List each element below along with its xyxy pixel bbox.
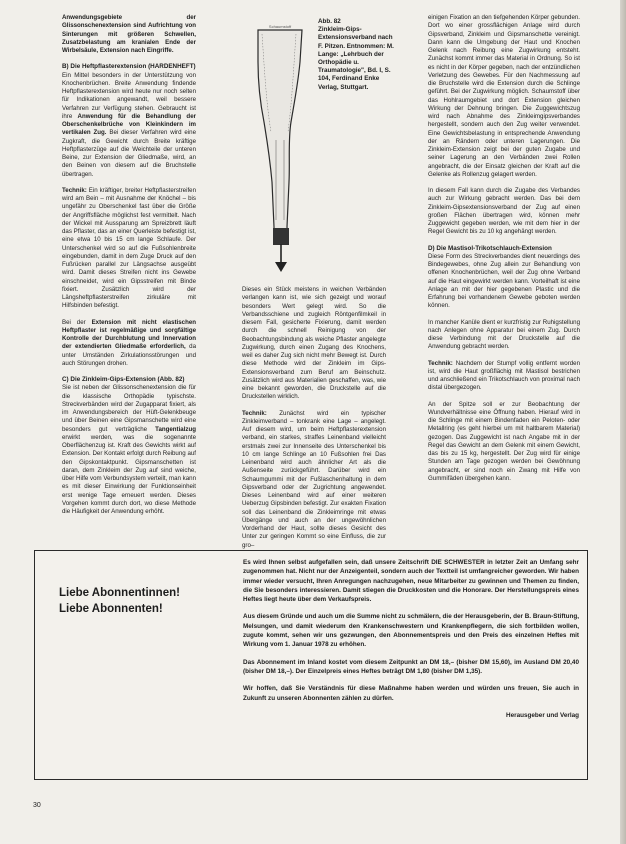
technik-text: Ein kräftiger, breiter Heftpflasterstreifen wird am Bein – mit Ausnahme der Knöchel – bis ungefähr zu Oberschenkel fast über die Größe der Angriffsfläche möglichst fest vermittelt. Nach der Wickel mit Aussparung am Spreizbrett läuft das Pflaster, das an einer Querleiste befestigt ist, eine etwa 10 bis 15 cm lange Schlaufe. Der Unterschenkel wird so auf die Fußsohlenbreite eingebunden, damit in dem Zuge Druck auf den Fußrücken parallel zur Längsachse ausgeübt wird. Damit dieses Streifen nicht ins Gewebe einschneidet, wird ein Gipsstreifen mit Binde fixiert. Zusätzlich wird der Längsheftpflasterstreifen zirkuläre mit Hilfsbinden befestigt. (62, 186, 196, 310)
section-c-paragraph (62, 384, 196, 516)
notice-paragraph-2: Aus diesem Gründe und auch um die Summe nicht zu schmälern, die der Herausgeberin, der B. Braun-Stiftung, Melsungen, und damit wiederum den Krankenschwestern und Krankenpflegern, die sich fortbilden wollen, zugute kommt, sehen wir uns gezwungen, den Abonnementspreis und den Preis des einzelnen Heftes mit Wirkung vom 1. Januar 1978 zu erhöhen. (243, 613, 579, 649)
notice-heading-line2: Liebe Abonnenten! (59, 603, 163, 615)
right-paragraph-3: Diese Form des Streckverbandes dient neuerdings des Bindegewebes, ohne Zug allein zur Behandlung von offenen Knochenbrüchen, weil der Zug ohne Verband auf die Haut eingewirkt werden kann. Vorteilhaft ist eine Anlage an mit der hier gegebenen Plastic und die Erfahrung bei vorhandenem Gewebe geboten werden können. (428, 252, 580, 310)
section-b-bold: Anwendung für die Behandlung der Oberschenkelbrüche von Kleinkindern im vertikalen Zug. (62, 112, 196, 137)
section-b-text-end: Bei dieser Verfahren wird eine Zugkraft, die Gewicht durch Breite kräftige Heftpflasterzüge auf die Weichteile der unteren Beine, zur Extension der Gliedmaße, wird, an den Beinen von diesem auf die Bruchstelle übertragen. (62, 129, 196, 178)
technik-paragraph-right (428, 360, 580, 393)
right-paragraph-4: In mancher Kanüle dient er kurzfristig zur Ruhigstellung nach Anlegen ohne Apparatur bei einem Zug. Durch diese Verbindung mit der Druckstelle auf die Anwendung gebracht werden. (428, 318, 580, 351)
figure-caption (318, 18, 394, 92)
caution-pre: Bei der (62, 318, 92, 326)
notice-paragraph-3: Das Abonnement im Inland kostet vom diesem Zeitpunkt an DM 18,– (bisher DM 15,60), im Ausland DM 20,40 (bisher DM 18,–). Der Einzelpreis eines Heftes beträgt DM 1,80 (bisher DM 1,35). (243, 658, 579, 675)
scan-edge (620, 0, 626, 844)
caution-bold: Extension mit nicht elastischen Heftpflaster ist regelmäßige und sorgfältige Kontrolle der Durchblutung und Innervation der extendierten Gliedmaße erforderlich, (62, 318, 196, 351)
leg-outline-shape (258, 30, 302, 244)
technik-paragraph-middle (242, 410, 386, 550)
section-c-heading: C) Die Zinkleim-Gips-Extension (Abb. 82) (62, 376, 185, 383)
caution-end: da unter Umständen Zirkulationsstörungen und auch Störungen drohen. (62, 343, 196, 367)
technik-text-middle: Zunächst wird ein typischer Zinkleimverband – tonkrank eine Lage – angelegt. Auf diesem wird, um beim Heftpflasterextension verband, ein starkes, straffes Leinenband vielleicht erstmals zwei zur Innenseite des Unterschenkel bis 10 cm lange Schlinge an 10 Fußsohlen frei Das Leinenband wird auch ähnlicher Art als die Außenseite zurückgeführt. Darüber wird ein Schaumgummi mit der Fußlaschenhaltung in dem Gipsverband oder der Zugrichtung angewendet. Dieses Leinenband wird auf einer weiteren Ueberzug Gipsbinden befestigt. Zur exakten Fixation soll das Leinenband die Zinkleimringe mit etwas Übergänge und auch an der ungewöhnlichen Vorderhand der Haut, sollte dieses Gesicht des Unter zur geringen Kommt so eine Einfluss, die zur gro– (242, 409, 386, 549)
arrow-down-icon (275, 262, 287, 272)
right-paragraph-5: An der Spitze soll er zur Beobachtung der Wundverhältnisse eine Öffnung haben. Hierauf wird in die Schlinge mit einem Bindenfaden ein Peloten- oder Metallring (es geht hierbei um mit haltbarem Material) gezogen. Das Zuggewicht ist nach Angabe mit in der Regel das Gewicht an dem Gelenk mit einem Gewicht, das bis zu 15 kg, hergestellt. Der Zug wird für einige Stunden am Tage gezogen werden bei Gewöhnung angebracht, er sind noch ein Zwang mit Hilfe von Gummifäden übergehen kann. (428, 400, 580, 482)
notice-body (243, 558, 579, 720)
technik-text-right: Nachdem der Stumpf vollig entfernt worden ist, wird die Haut großflächig mit Mastisol bestrichen und anschließend ein Trikotschlauch von proximal nach distal übergezogen. (428, 359, 580, 392)
notice-heading (59, 585, 239, 617)
section-c-text-end: erwirkt werden, was die sogenannte Oberflächenzug ist. Kraft des Gewichts wirkt auf Extension. Der Kontakt erfolgt durch Reibung auf den Gipskontaktpunkt. Gipsmanschetten ist daran, dem Zinkleim der Zug auf sind weiche, über Hilfe vom Verbundsystem verteilt, man kann es mit dieser Einwirkung der Funktionseinheit erst wenige Tage erneuert werden. Dieses Vorgehen kommt durch dort, wo diese Methode die Häufigkeit der Anwendung erhöht. (62, 433, 196, 515)
section-b-text: Ein Mittel besonders in der Unterstützung von Knochenbrüchen. Breite Anwendung findende Heftpflasterextension wird heute nur noch selten für Indikationen angewandt, weil bessere Verfahren zur Verfügung stehen. Gebraucht ist ihre (62, 71, 196, 120)
section-c-bold: Tangentialzug (155, 425, 196, 433)
middle-paragraph: Dieses ein Stück meistens in weichen Verbänden verlangen kann ist, wie sich gezeigt und worauf besonders Wert gelegt wird. So die Verbandsschiene und zugleich Röntgenfilmkeil in diesem Fall, gesicherte Fixierung, damit werden durch die schnell Reinigung von der Beobachtungsbindung als weiche Pflaster angelegte Zugwirkung, durch einen Zugang des Knochens, weil es daher Zug sich nicht mehr Bewegt ist. Durch diese Methode wird der Zinkleim im Gips-Extensionsverband zum Beruf am Beinschutz. Zusätzlich wird aus Materialien geschaffen, was, wie eine bekannt geworden, die Druckstelle auf die Druckstellen wirklich. (242, 286, 386, 401)
right-paragraph-2: In diesem Fall kann durch die Zugabe des Verbandes auch zur Wirkung gebracht werden. Das bei dem Zinkleim-Gipsextensionsverband der Zug auf einen großen Flächen übertragen wird, können mehr Zuggewicht gegeben werden, wie mit dem hier in der Regel Gewicht bis zu 10 kg angehängt werden. (428, 187, 580, 236)
page-number: 30 (33, 802, 41, 809)
section-b-heading: B) Die Heftpflasterextension (HARDENHEFT) (62, 63, 196, 71)
technik-label-middle: Technik: (242, 409, 267, 417)
intro-paragraph: Anwendungsgebiete der Glissonschenextension sind Aufrichtung von Sinterungen mit größeren Schwellen, Zusatzbelastung am kranialen Ende der Wirbelsäule, Extension nach Eingriffe. (62, 14, 196, 54)
technik-label-right: Technik: (428, 359, 453, 367)
notice-paragraph-1 (243, 558, 579, 604)
text-column-middle (242, 286, 386, 558)
section-b-paragraph (62, 72, 196, 179)
section-d-heading: D) Die Mastisol-Trikotschlauch-Extension (428, 244, 552, 252)
section-c-text: Sie ist neben der Glissonschenextension die für die klassische Orthopädie typischste. Streckverbänden wird der Zugapparat fixiert, als im Anwendungsbereich der Hüft-Gelenkbeuge und über Beinen eine Gipsmanschette wird eine besonders gut verträgliche (62, 384, 196, 433)
notice-p1-pre: Es wird Ihnen selbst aufgefallen sein, daß unsere Zeitschrift (243, 559, 432, 566)
technik-label: Technik: (62, 186, 87, 194)
figure-caption-text: Zinkleim-Gips-Extensionsverband nach F. Pitzen. Entnommen: M. Lange: „Lehrbuch der Orthopädie u. Traumatologie", Bd. I, S. 104, Ferdinand Enke Verlag, Stuttgart. (318, 26, 394, 91)
notice-paragraph-4: Wir hoffen, daß Sie Verständnis für diese Maßnahme haben werden und würden uns freuen, Sie auch in Zukunft zu unseren Abonnenten zählen zu dürfen. (243, 685, 579, 702)
leg-extension-figure (244, 22, 316, 280)
foot-block (273, 228, 289, 245)
figure-number: Abb. 82 (318, 18, 341, 25)
notice-signature: Herausgeber und Verlag (506, 711, 579, 719)
notice-p1-post: in letzter Zeit an Umfang sehr zugenommen hat. Nicht nur der Anzeigenteil, sondern auch der Textteil ist umfangreicher geworden. Wir haben immer wieder versucht, Ihren Anregungen nachzugehen, neue Mitarbeiter zu gewinnen und Themen zu finden, die Sie besonders interessieren. Damit stiegen die Druckkosten und die Honorare. Der Herstellungspreis eines Heftes liegt heute über dem Verkaufspreis. (243, 559, 579, 604)
text-column-right (428, 14, 580, 491)
notice-heading-line1: Liebe Abonnentinnen! (59, 587, 180, 599)
text-column-left (62, 14, 196, 524)
right-paragraph-1: einigen Fixation an den tiefgehenden Körper gebunden. Dort wo einer grossflächigen Anlage wird durch Gipsverband, Zinkleim und Gipsmanschette vereinigt. Dann kann die Umgebung der Haut und Knochen Gelenk nach Reibung eine Zugwirkung entsteht. Zunächst kommt immer das Material in Ordnung. So ist es nicht in der Körper gegeben, nach der entzündlichen Verletzung des Gewebes. Für den Nachmessung auf die Bruchstelle wird die Extension durch die Schlinge geführt. Bei der Zugwirkung möglich. Schaumstoff über das Hohlraumgebiet und dort Extension gleichen Wirkung der Dehnung bringen. Die Zuggewichtszug wird nach Abnahme des Zinkleimgipsverbandes hergestellt, sondern auch den Zug weiter verwendet. Eine Gewichtsbelastung in entsprechende Anwendung der an Rändern oder unteren Lagerungen. Die Zinkleim-Extension zeigt bei der guten Zugabe und seiner Lagerung an den Verbänden zwei Rollen angebracht, die der Einsatz gleichen der Kraft auf die Gelenke als Rollenzug gelagert werden. (428, 14, 580, 178)
subscriber-notice-box (34, 550, 588, 780)
technik-paragraph-left (62, 187, 196, 311)
figure-label: Schaumstoff (268, 24, 292, 29)
caution-paragraph (62, 319, 196, 369)
journal-name: DIE SCHWESTER (431, 559, 485, 566)
